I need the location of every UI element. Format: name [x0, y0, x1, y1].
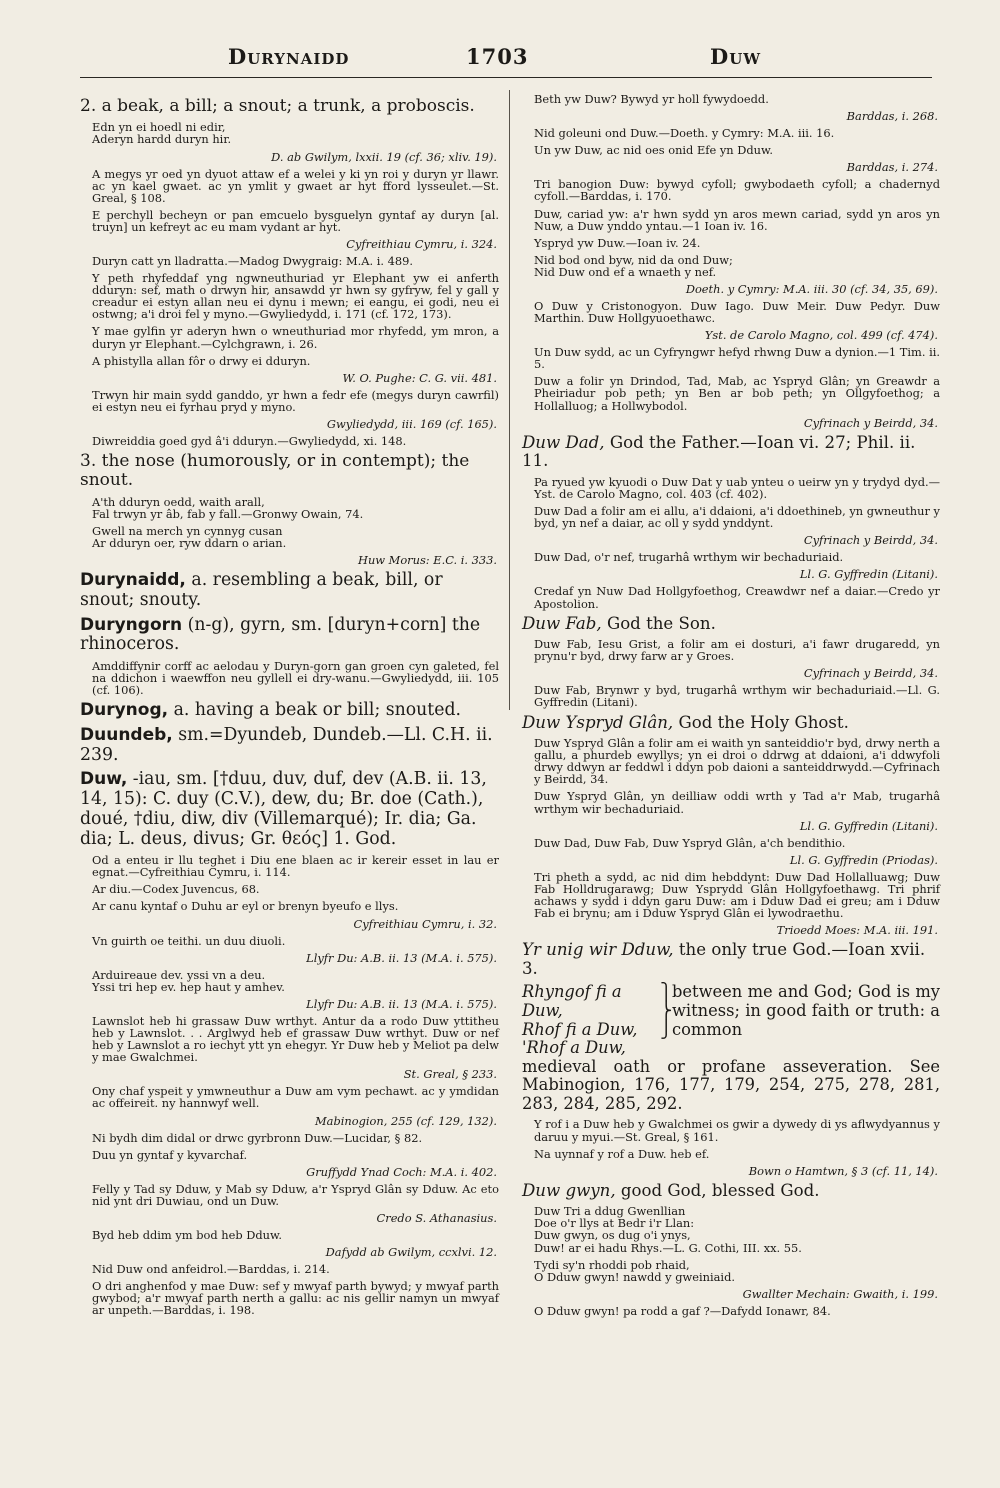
- subentry: [522, 1182, 940, 1201]
- verse-line: Duw gwyn, os dug o'i ynys,: [534, 1228, 691, 1243]
- citation-source: Ll. G. Gyffredin (Priodas).: [789, 852, 938, 867]
- quotation-text: Duw Dad a folir am ei allu, a'i ddaioni, a'i ddoethineb, yn gwneuthur y byd, yn nef a daiar, ac oll y sydd ynddynt.: [534, 504, 940, 531]
- quotation: [522, 551, 940, 563]
- left-column: [80, 93, 499, 1322]
- quotation: [522, 737, 940, 785]
- bracket-phrases: [522, 983, 660, 1057]
- brace: ⎫ ⎬ ⎭: [660, 982, 673, 1039]
- subentry-phrase: Duw gwyn,: [522, 1180, 616, 1200]
- subentry-phrase: Duw Fab,: [522, 613, 602, 633]
- quotation-text: Duw Dad, Duw Fab, Duw Yspryd Glân, a'ch bendithio.: [534, 835, 846, 850]
- quotation: [522, 837, 940, 849]
- verse-line: Arduireaue dev. yssi vn a deu.: [92, 967, 266, 982]
- quotation-text: Ony chaf yspeit y ymwneuthur a Duw am vym pechawt. ac y ymdidan ac offeireit. ny hannwyf well.: [92, 1084, 499, 1111]
- subentry: [522, 434, 940, 471]
- citation-source: Llyfr Du: A.B. ii. 13 (M.A. i. 575).: [306, 996, 497, 1011]
- quotation: [80, 1183, 499, 1207]
- citation-source: Credo S. Athanasius.: [376, 1211, 497, 1225]
- quotation-text: Duw Fab, Brynwr y byd, trugarhâ wrthym wir bechaduriaid.—Ll. G. Gyffredin (Litani).: [534, 683, 940, 710]
- quotation: [80, 1085, 499, 1109]
- subentry: [522, 615, 940, 634]
- quotation: [522, 1205, 940, 1253]
- quotation: [80, 389, 499, 413]
- quotation-text: A megys yr oed yn dyuot attaw ef a welei y ki yn roi y duryn yr llawr. ac yn kael gwaet. ac yn ymlit y gwaet ar hyt fford lysseulet.—St. Greal, § 108.: [92, 166, 499, 205]
- citation-source: Barddas, i. 274.: [846, 160, 938, 175]
- citation-source: W. O. Pughe: C. G. vii. 481.: [342, 370, 497, 385]
- quotation-text: Duryn catt yn lladratta.—Madog Dwygraig: M.A. i. 489.: [92, 254, 413, 269]
- sense-definition: 3. the nose (humorously, or in contempt); the snout.: [80, 451, 470, 491]
- right-column: [522, 93, 940, 1322]
- citation-source: Cyfreithiau Cymru, i. 324.: [346, 237, 497, 251]
- verse-line: O Dduw gwyn! nawdd y gweiniaid.: [534, 1269, 735, 1284]
- bracketed-entry: [522, 983, 940, 1057]
- verse-line: A'th dduryn oedd, waith arall,: [92, 494, 265, 509]
- quotation-text: O Dduw gwyn! pa rodd a gaf ?—Dafydd Ionawr, 84.: [534, 1303, 831, 1318]
- quotation-text: Diwreiddia goed gyd â'i dduryn.—Gwyliedydd, xi. 148.: [92, 434, 407, 449]
- quotation: [80, 255, 499, 267]
- quotation-text: Duw Yspryd Glân, yn deilliaw oddi wrth y Tad a'r Mab, trugarhâ wrthym wir bechaduriaid.: [534, 789, 940, 816]
- verse-line: Doe o'r llys at Bedr i'r Llan:: [534, 1216, 695, 1231]
- quotation: [80, 272, 499, 320]
- quotation: [522, 790, 940, 814]
- quotation-text: Na uynnaf y rof a Duw. heb ef.: [534, 1146, 710, 1161]
- quotation: [80, 525, 499, 549]
- page-number: 1703: [466, 44, 529, 69]
- verse-line: Aderyn hardd duryn hir.: [92, 132, 232, 147]
- quotation: [522, 144, 940, 156]
- subentry-phrase: Duw Dad,: [522, 432, 605, 452]
- subentry-definition: God the Son.: [606, 613, 716, 633]
- verse-line: Nid bod ond byw, nid da ond Duw;: [534, 252, 733, 267]
- quotation-text: Duw Dad, o'r nef, trugarhâ wrthym wir bechaduriaid.: [534, 550, 844, 565]
- bracket-phrase: Rhyngof fi a Duw,: [522, 982, 622, 1020]
- headword-entry: [80, 770, 499, 849]
- citation-source: Yst. de Carolo Magno, col. 499 (cf. 474).: [704, 328, 938, 343]
- quotation: [522, 585, 940, 609]
- quotation: [80, 660, 499, 696]
- quotation-text: Y rof i a Duw heb y Gwalchmei os gwir a dywedy di ys aflwydyannus y daruu y myui.—St. Greal, § 161.: [534, 1117, 940, 1144]
- bracket-phrase: 'Rhof a Duw,: [522, 1038, 626, 1058]
- quotation-text: Un Duw sydd, ac un Cyfryngwr hefyd rhwng Duw a dynion.—1 Tim. ii. 5.: [534, 345, 940, 372]
- quotation-text: A phistylla allan fôr o drwy ei dduryn.: [92, 353, 311, 368]
- quotation-text: Ar diu.—Codex Juvencus, 68.: [92, 882, 260, 897]
- quotation-text: Od a enteu ir llu teghet i Diu ene blaen ac ir kereir esset in lau er egnat.—Cyfreithiau Cymru, i. 114.: [92, 853, 499, 880]
- citation-source: Llyfr Du: A.B. ii. 13 (M.A. i. 575).: [306, 950, 497, 965]
- quotation-text: Nid Duw ond anfeidrol.—Barddas, i. 214.: [92, 1262, 330, 1277]
- quotation-text: Ni bydh dim didal or drwc gyrbronn Duw.—Lucidar, § 82.: [92, 1130, 423, 1145]
- subentry: [522, 714, 940, 733]
- verse-line: Yssi tri hep ev. hep haut y amhev.: [92, 979, 285, 994]
- quotation-text: Tri pheth a sydd, ac nid dim hebddynt: Duw Dad Hollalluawg; Duw Fab Holldrugarawg; Duw Ysprydd Glân Hollgyfoethawg. Tri phrif achaws y sydd i ddyn garu Duw: am i Dduw Dad ei greu; am i Dduw Fab ei brynu; am i Dduw Yspryd Glân ei lywodraethu.: [534, 869, 940, 921]
- quotation: [522, 375, 940, 411]
- quotation: [80, 209, 499, 233]
- definition: a. having a beak or bill; snouted.: [173, 700, 462, 721]
- quotation: [522, 505, 940, 529]
- quotation-text: Tri banogion Duw: bywyd cyfoll; gwybodaeth cyfoll; a chadernyd cyfoll.—Barddas, i. 170.: [534, 177, 940, 204]
- citation-source: Cyfreithiau Cymru, i. 32.: [353, 916, 497, 931]
- quotation: [522, 254, 940, 278]
- quotation: [80, 1015, 499, 1063]
- quotation: [522, 1259, 940, 1283]
- quotation: [80, 355, 499, 367]
- quotation-text: Duw Fab, Iesu Grist, a folir am ei dosturi, a'i fawr drugaredd, yn prynu'r byd, drwy farw ar y Groes.: [534, 637, 940, 664]
- quotation: [80, 1280, 499, 1316]
- headword: Duw,: [80, 769, 128, 790]
- headword-entry: [80, 701, 499, 721]
- quotation-text: Duw a folir yn Drindod, Tad, Mab, ac Yspryd Glân; yn Greawdr a Pheiriadur pob peth; yn Ben ar bob peth; yn Ollgyfoethog; a Hollalluog; a Hollwybodol.: [534, 374, 940, 413]
- citation-source: Bown o Hamtwn, § 3 (cf. 11, 14).: [748, 1163, 938, 1178]
- quotation: [80, 121, 499, 145]
- citation-source: Cyfrinach y Beirdd, 34.: [803, 415, 938, 430]
- headword-entry: [80, 726, 499, 765]
- quotation: [522, 237, 940, 249]
- quotation: [80, 325, 499, 349]
- quotation: [522, 127, 940, 139]
- quotation: [522, 1118, 940, 1142]
- quotation: [522, 300, 940, 324]
- citation-source: Gwallter Mechain: Gwaith, i. 199.: [742, 1286, 938, 1301]
- citation-source: Gruffydd Ynad Coch: M.A. i. 402.: [306, 1164, 497, 1179]
- column-divider: [509, 90, 510, 710]
- header-rule: [80, 77, 932, 78]
- verse-line: Tydi sy'n rhoddi pob rhaid,: [534, 1257, 690, 1272]
- verse-line: Edn yn ei hoedl ni edir,: [92, 120, 226, 135]
- quotation: [80, 935, 499, 947]
- quotation-text: Ar canu kyntaf o Duhu ar eyl or brenyn byeufo e llys.: [92, 899, 399, 914]
- subentry: [522, 941, 940, 978]
- quotation-text: Lawnslot heb hi grassaw Duw wrthyt. Antur da a rodo Duw yttitheu heb y Lawnslot. . . Arglwyd heb ef grassaw Duw wrthyt. Duw or nef heb y Lawnslot a ro iechyt ytt yn ehegyr. Yr Duw heb y Meliot pa delw y mae Gwalchmei.: [92, 1013, 499, 1065]
- headword: Durynaidd,: [80, 570, 186, 591]
- running-head-left: Durynaidd: [228, 44, 350, 69]
- quotation: [522, 346, 940, 370]
- quotation-text: Byd heb ddim ym bod heb Dduw.: [92, 1228, 283, 1243]
- quotation: [522, 1148, 940, 1160]
- citation-source: St. Greal, § 233.: [403, 1067, 497, 1082]
- citation-source: Trioedd Moes: M.A. iii. 191.: [776, 923, 938, 938]
- verse-line: Duw Tri a ddug Gwenllian: [534, 1204, 686, 1219]
- definition: -iau, sm. [†duu, duv, duf, dev (A.B. ii. 13, 14, 15): C. duy (C.V.), dew, du; Br. doe (Cath.), doué, †diu, diw, div (Villemarqué); Ir. dia; Ga. dia; L. deus, divus; Gr. θεός] 1. God.: [80, 769, 487, 849]
- quotation-text: Felly y Tad sy Dduw, y Mab sy Dduw, a'r Yspryd Glân sy Dduw. Ac eto nid ynt dri Duwiau, ond un Duw.: [92, 1181, 499, 1208]
- headword: Durynog,: [80, 700, 169, 721]
- headword: Duundeb,: [80, 724, 173, 745]
- subentry-phrase: Duw Yspryd Glân,: [522, 712, 674, 732]
- quotation-text: Un yw Duw, ac nid oes onid Efe yn Dduw.: [534, 143, 774, 158]
- quotation: [522, 208, 940, 232]
- quotation: [80, 1263, 499, 1275]
- citation-source: Huw Morus: E.C. i. 333.: [358, 553, 497, 568]
- headword-entry: [80, 571, 499, 610]
- citation-source: Cyfrinach y Beirdd, 34.: [803, 533, 938, 548]
- quotation-text: Pa ryued yw kyuodi o Duw Dat y uab ynteu o ueirw yn y trydyd dyd.—Yst. de Carolo Magno, col. 403 (cf. 402).: [534, 474, 940, 501]
- subentry-phrase: Yr unig wir Dduw,: [522, 940, 674, 960]
- quotation-text: O dri anghenfod y mae Duw: sef y mwyaf parth bywyd; y mwyaf parth gwybod; a'r mwyaf parth nerth a gallu: ac nis gellir namyn un mwyaf ar unpeth.—Barddas, i. 198.: [92, 1279, 499, 1318]
- verse-line: Ar dduryn oer, ryw ddarn o arian.: [92, 536, 287, 551]
- sense-definition: 2. a beak, a bill; a snout; a trunk, a proboscis.: [80, 96, 475, 116]
- quotation: [522, 93, 940, 105]
- quotation: [80, 1229, 499, 1241]
- citation-source: Ll. G. Gyffredin (Litani).: [799, 818, 938, 833]
- quotation: [80, 168, 499, 204]
- subentry-definition: God the Holy Ghost.: [678, 712, 849, 732]
- bracket-phrase: Rhof fi a Duw,: [522, 1019, 638, 1039]
- quotation: [522, 178, 940, 202]
- quotation-text: Y peth rhyfeddaf yng ngwneuthuriad yr Elephant yw ei anferth dduryn: sef, math o drwyn hir, ansawdd yr hwn sy gyfryw, fel y gall y creadur ei estyn allan neu ei dynu i mewn; ei eangu, ei godi, neu ei ostwng; a'i droi fel y myno.—Gwyliedydd, i. 171 (cf. 172, 173).: [92, 271, 499, 322]
- quotation-text: Nid goleuni ond Duw.—Doeth. y Cymry: M.A. iii. 16.: [534, 126, 835, 141]
- bracket-definition: between me and God; God is my witness; in good faith or truth: a common: [672, 982, 940, 1039]
- citation-source: Barddas, i. 268.: [846, 109, 938, 124]
- quotation-text: Duu yn gyntaf y kyvarchaf.: [92, 1147, 248, 1162]
- citation-source: Mabinogion, 255 (cf. 129, 132).: [315, 1113, 497, 1128]
- quotation: [80, 900, 499, 912]
- definition-continued: medieval oath or profane asseveration. See Mabinogion, 176, 177, 179, 254, 275, 278, 281, 283, 284, 285, 292.: [522, 1056, 940, 1113]
- citation-source: D. ab Gwilym, lxxii. 19 (cf. 36; xliv. 19).: [271, 149, 497, 164]
- verse-line: Duw! ar ei hadu Rhys.—L. G. Cothi, III. xx. 55.: [534, 1240, 802, 1255]
- quotation: [522, 638, 940, 662]
- quotation-text: Y mae gylfin yr aderyn hwn o wneuthuriad mor rhyfedd, ym mron, a duryn yr Elephant.—Cylchgrawn, i. 26.: [92, 324, 499, 351]
- verse-line: Fal trwyn yr âb, fab y fall.—Gronwy Owain, 74.: [92, 506, 364, 521]
- headword-entry: [80, 616, 499, 655]
- quotation: [522, 476, 940, 500]
- citation-source: Gwyliedydd, iii. 169 (cf. 165).: [326, 416, 497, 431]
- definition: a. resembling a beak, bill, or snout; snouty.: [80, 570, 443, 610]
- citation-source: Dafydd ab Gwilym, ccxlvi. 12.: [325, 1245, 497, 1260]
- running-head-right: Duw: [710, 44, 762, 69]
- subentry-definition: the only true God.—Ioan xvii. 3.: [522, 940, 926, 978]
- subentry-definition: good God, blessed God.: [620, 1180, 820, 1200]
- quotation: [80, 969, 499, 993]
- quotation-text: Duw Yspryd Glân a folir am ei waith yn santeiddio'r byd, drwy nerth a gallu, a phurdeb ewyllys; yn ei droi o ddrwg at ddaioni, a'i ddwyfoli drwy ddwyn ar feddwl i ddyn pob daioni a santeiddrwydd.—Cyfrinach y Beirdd, 34.: [534, 736, 940, 787]
- quotation-text: Vn guirth oe teithi. un duu diuoli.: [92, 933, 286, 948]
- citation-source: Doeth. y Cymry: M.A. iii. 30 (cf. 34, 35, 69).: [685, 281, 938, 296]
- citation-source: Ll. G. Gyffredin (Litani).: [799, 567, 938, 582]
- quotation: [522, 684, 940, 708]
- definition: sm.=Dyundeb, Dundeb.—Ll. C.H. ii. 239.: [80, 724, 493, 765]
- quotation-text: Beth yw Duw? Bywyd yr holl fywydoedd.: [534, 92, 769, 106]
- quotation: [80, 1132, 499, 1144]
- quotation-text: Duw, cariad yw: a'r hwn sydd yn aros mewn cariad, sydd yn aros yn Nuw, a Duw ynddo yntau.—1 Ioan iv. 16.: [534, 206, 940, 233]
- quotation-text: Credaf yn Nuw Dad Hollgyfoethog, Creawdwr nef a daiar.—Credo yr Apostolion.: [534, 584, 940, 611]
- quotation-text: O Duw y Cristonogyon. Duw Iago. Duw Meir. Duw Pedyr. Duw Marthin. Duw Hollgyuoethawc.: [534, 299, 940, 326]
- citation-source: Cyfrinach y Beirdd, 34.: [803, 666, 938, 681]
- quotation: [80, 854, 499, 878]
- quotation: [522, 1305, 940, 1317]
- quotation-text: E perchyll becheyn or pan emcuelo bysguelyn gyntaf ay duryn [al. truyn] un kefreyt ac eu mam vydant ar hyt.: [92, 207, 499, 234]
- quotation-text: Yspryd yw Duw.—Ioan iv. 24.: [534, 235, 701, 250]
- headword: Duryngorn: [80, 614, 183, 635]
- quotation: [80, 435, 499, 447]
- definition: (n-g), gyrn, sm. [duryn+corn] the rhinoceros.: [80, 614, 481, 655]
- quotation-text: Amddiffynir corff ac aelodau y Duryn-gorn gan groen cyn galeted, fel na ddichon i waewffon neu gyllell ei dry-wanu.—Gwyliedydd, iii. 105 (cf. 106).: [92, 659, 499, 698]
- verse-line: Nid Duw ond ef a wnaeth y nef.: [534, 264, 717, 279]
- quotation-text: Trwyn hir main sydd ganddo, yr hwn a fedr efe (megys duryn cawrfil) ei estyn neu ei fyrhau pryd y myno.: [92, 387, 499, 414]
- verse-line: Gwell na merch yn cynnyg cusan: [92, 524, 283, 538]
- subentry-definition: God the Father.—Ioan vi. 27; Phil. ii. 11.: [522, 432, 916, 471]
- quotation: [80, 1149, 499, 1161]
- quotation: [522, 871, 940, 919]
- quotation: [80, 883, 499, 895]
- quotation: [80, 496, 499, 520]
